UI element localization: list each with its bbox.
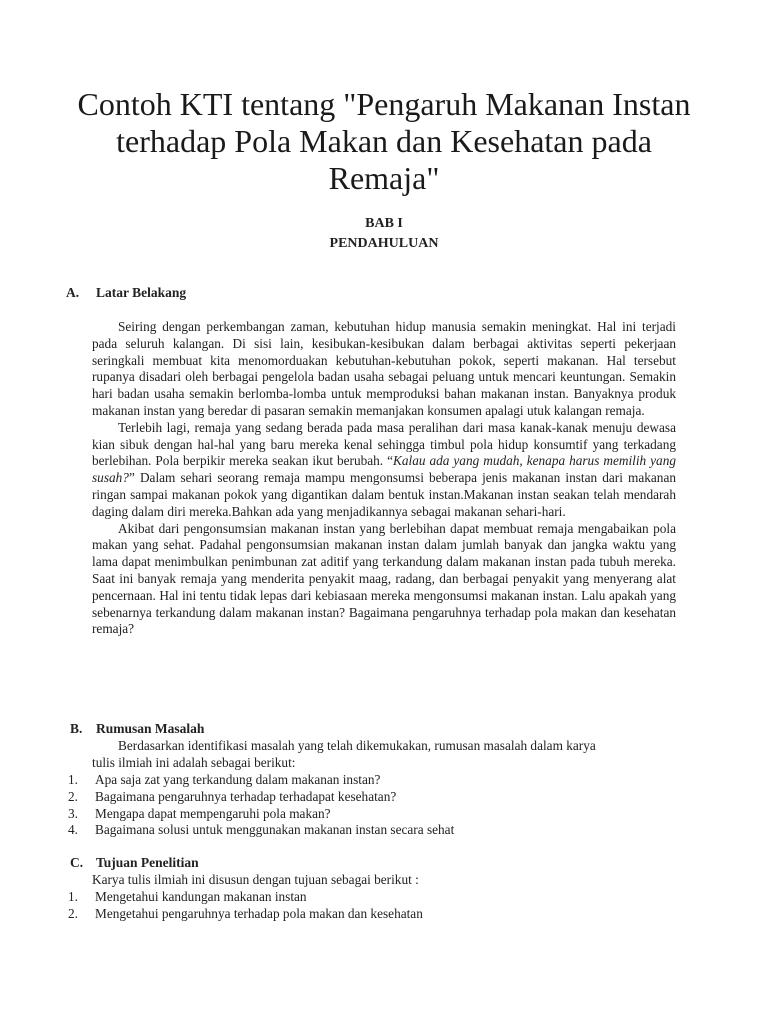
section-c-list — [68, 889, 688, 923]
list-item — [68, 789, 688, 806]
list-item-number: 2. — [68, 788, 78, 804]
list-item — [68, 772, 688, 789]
list-item — [68, 806, 688, 823]
list-item — [68, 889, 688, 906]
section-b-intro-line-1: Berdasarkan identifikasi masalah yang telah dikemukakan, rumusan masalah dalam karya — [118, 738, 596, 753]
list-item-number: 3. — [68, 805, 78, 821]
list-item-number: 1. — [68, 772, 78, 787]
section-b-list — [68, 772, 688, 839]
list-item — [68, 906, 688, 923]
section-c-title: Tujuan Penelitian — [96, 855, 199, 870]
document-title: Contoh KTI tentang "Pengaruh Makanan Instan terhadap Pola Makan dan Kesehatan pada Remaja" — [77, 86, 691, 196]
section-c-intro: Karya tulis ilmiah ini disusun dengan tujuan sebagai berikut : — [92, 872, 419, 887]
list-item-text: Bagaimana solusi untuk menggunakan makanan instan secara sehat — [95, 822, 455, 838]
section-a-letter: A. — [66, 285, 80, 300]
list-item-number: 4. — [68, 822, 78, 838]
list-item-number: 2. — [68, 905, 78, 921]
section-a-title: Latar Belakang — [96, 285, 187, 300]
section-b-intro — [92, 738, 682, 772]
section-b-letter: B. — [70, 721, 83, 736]
section-b-intro-line-2: tulis ilmiah ini adalah sebagai berikut: — [92, 754, 296, 770]
section-a-body — [92, 319, 676, 638]
section-b-title: Rumusan Masalah — [96, 721, 205, 736]
list-item-number: 1. — [68, 889, 78, 904]
section-c-letter: C. — [70, 855, 84, 870]
list-item — [68, 822, 688, 839]
chapter-number: BAB I — [365, 216, 403, 231]
paragraph-2-text-end: ” Dalam sehari seorang remaja mampu mengonsumsi beberapa jenis makanan instan dari makanan ringan sampai makanan pokok yang digantikan dalam bentuk instan.Makanan instan seakan telah mendarah daging dalam diri mereka.Bahkan ada yang menjadikannya sebagai makanan sehari-hari. — [92, 470, 676, 519]
paragraph-2-text-start: Terlebih lagi, remaja yang sedang berada pada masa peralihan dari masa kanak-kanak menuju dewasa kian sibuk dengan hal-hal yang baru mereka kenal sehingga timbul pola hidup konsumtif yang terkadang berlebihan. Pola berpikir mereka seakan ikut berubah. “ — [92, 419, 676, 469]
chapter-heading — [60, 214, 708, 254]
chapter-name: PENDAHULUAN — [329, 236, 439, 251]
list-item-text: Mengetahui pengaruhnya terhadap pola makan dan kesehatan — [95, 905, 423, 921]
paragraph-1: Seiring dengan perkembangan zaman, kebutuhan hidup manusia semakin meningkat. Hal ini terjadi pada seluruh kalangan. Di sisi lain, kesibukan-kesibukan dalam berbagai aktivitas seperti pekerjaan seringkali membuat kita menomorduakan kebutuhan-kebutuhan pokok, seperti makanan. Hal tersebut rupanya disadari oleh berbagai pengelola badan usaha sebagai peluang untuk mencari keuntungan. Semakin hari badan usaha semakin berlomba-lomba untuk memproduksi bahan makanan instan. Banyaknya produk makanan instan yang beredar di pasaran semakin memanjakan konsumen apalagi utuk kalangan remaja. — [92, 319, 676, 418]
paragraph-3: Akibat dari pengonsumsian makanan instan yang berlebihan dapat membuat remaja mengabaikan pola makan yang sehat. Padahal pengonsumsian makanan instan dalam jumlah banyak dan jangka waktu yang lama dapat menimbulkan penimbunan zat aditif yang terkandung dalam makanan instan pada tubuh mereka. Saat ini banyak remaja yang menderita penyakit maag, radang, dan berbagai penyakit yang menyerang alat pencernaan. Hal ini tentu tidak lepas dari kebiasaan mereka mengonsumsi makanan instan. Lalu apakah yang sebenarnya terkandung dalam makanan instan? Bagaimana pengaruhnya terhadap pola makan dan kesehatan remaja? — [92, 520, 676, 637]
list-item-text: Mengetahui kandungan makanan instan — [95, 889, 307, 904]
paragraph-2-quote: Kalau ada yang mudah, kenapa harus memilih yang susah? — [92, 453, 677, 486]
list-item-text: Mengapa dapat mempengaruhi pola makan? — [95, 805, 331, 821]
list-item-text: Apa saja zat yang terkandung dalam makanan instan? — [95, 772, 381, 787]
list-item-text: Bagaimana pengaruhnya terhadap terhadapat kesehatan? — [95, 788, 397, 804]
paragraph-2 — [92, 420, 676, 521]
